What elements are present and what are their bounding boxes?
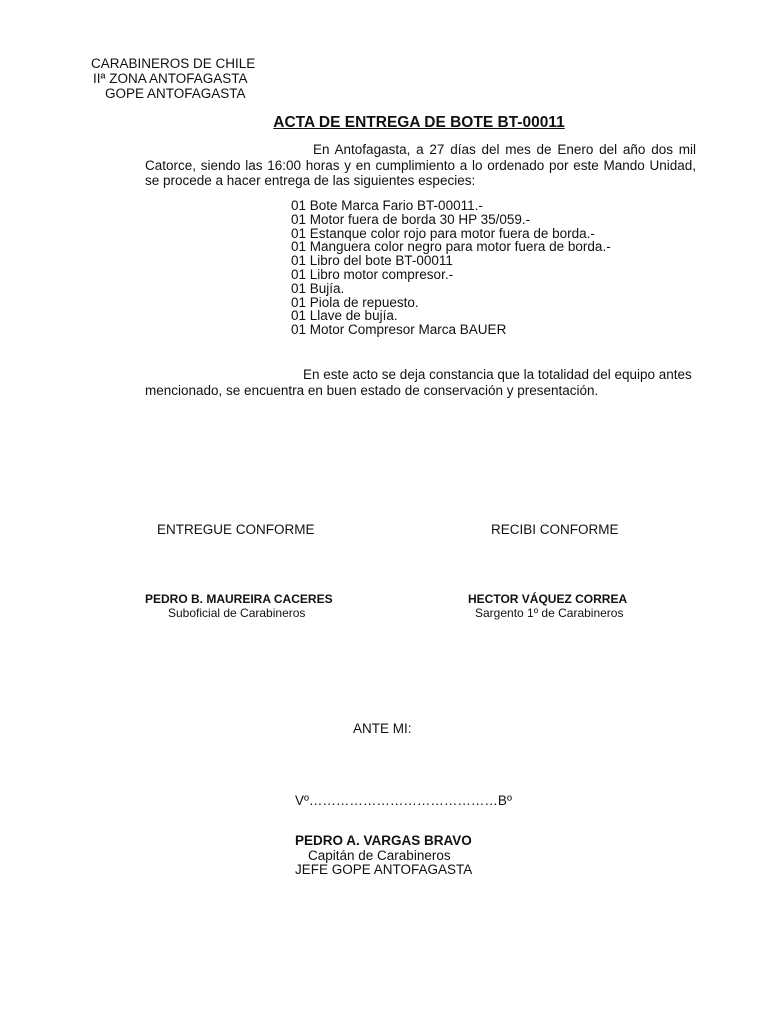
received-heading: RECIBI CONFORME bbox=[491, 522, 619, 537]
list-item: 01 Motor Compresor Marca BAUER bbox=[291, 322, 507, 338]
list-item: 01 Manguera color negro para motor fuera de borda.- bbox=[291, 239, 611, 255]
receiver-role: Sargento 1º de Carabineros bbox=[475, 606, 624, 620]
items-list bbox=[291, 199, 611, 337]
list-item: 01 Motor fuera de borda 30 HP 35/059.- bbox=[291, 211, 531, 227]
zone-name: IIª ZONA ANTOFAGASTA bbox=[93, 71, 248, 86]
closing-paragraph bbox=[145, 367, 695, 398]
witness-name: PEDRO A. VARGAS BRAVO bbox=[295, 833, 472, 848]
list-item: 01 Llave de bujía. bbox=[291, 308, 398, 324]
org-name: CARABINEROS DE CHILE bbox=[91, 56, 256, 71]
list-item: 01 Bote Marca Fario BT-00011.- bbox=[291, 198, 483, 213]
receiver-name: HECTOR VÁQUEZ CORREA bbox=[468, 592, 628, 606]
list-item: 01 Libro motor compresor.- bbox=[291, 266, 454, 282]
unit-name: GOPE ANTOFAGASTA bbox=[105, 86, 246, 101]
list-item: 01 Libro del bote BT-00011 bbox=[291, 253, 453, 269]
intro-paragraph bbox=[145, 142, 696, 189]
approval-line: Vº……………………………………Bº bbox=[295, 793, 512, 808]
delivered-heading: ENTREGUE CONFORME bbox=[157, 522, 315, 537]
list-item: 01 Bujía. bbox=[291, 280, 345, 296]
witness-title: JEFE GOPE ANTOFAGASTA bbox=[295, 862, 473, 877]
document-title: ACTA DE ENTREGA DE BOTE BT-00011 bbox=[273, 114, 565, 131]
list-item: 01 Estanque color rojo para motor fuera de borda.- bbox=[291, 225, 595, 241]
deliverer-role: Suboficial de Carabineros bbox=[168, 606, 306, 620]
witness-role: Capitán de Carabineros bbox=[308, 848, 451, 863]
list-item: 01 Piola de repuesto. bbox=[291, 294, 419, 310]
closing-text: En este acto se deja constancia que la totalidad del equipo antes mencionado, se encuentra en buen estado de conservación y presentación. bbox=[145, 367, 692, 398]
intro-text: En Antofagasta, a 27 días del mes de Enero del año dos mil Catorce, siendo las 16:00 horas y en cumplimiento a lo ordenado por este Mando Unidad, se procede a hacer entrega de las siguientes especies: bbox=[145, 142, 696, 188]
deliverer-name: PEDRO B. MAUREIRA CACERES bbox=[145, 592, 333, 606]
witness-heading: ANTE MI: bbox=[353, 721, 412, 736]
